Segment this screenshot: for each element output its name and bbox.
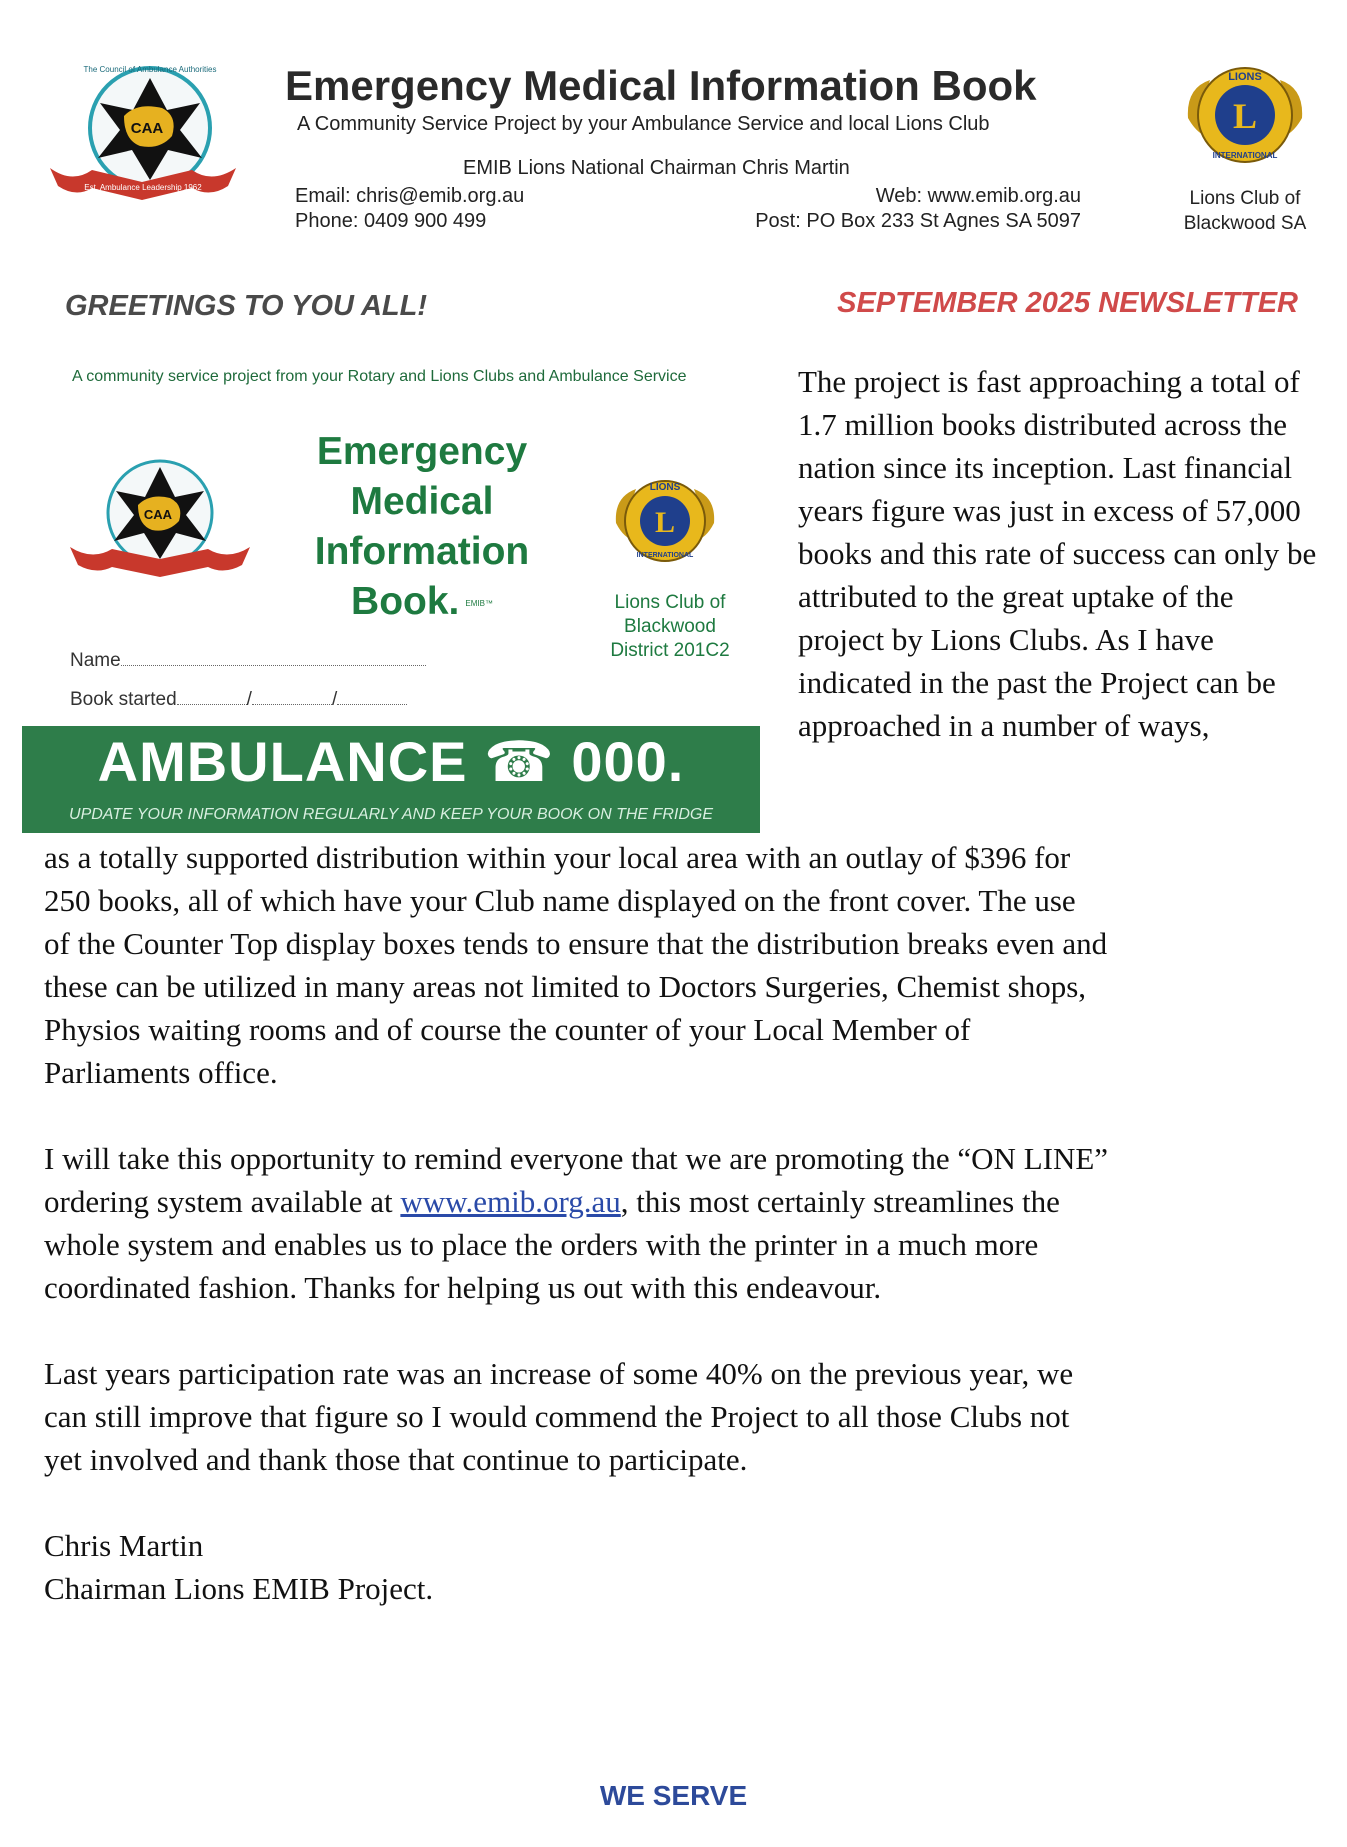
ambulance-banner xyxy=(22,726,760,833)
chairman-line: EMIB Lions National Chairman Chris Martin xyxy=(463,157,850,179)
paragraph-1-side: The project is fast approaching a total of 1.7 million books distributed across the nation since its inception. Last financial years figure was just in excess of 57,000 books and this rate of success can only be attributed to the great uptake of the project by Lions Clubs. As I have indicated in the past the Project can be approached in a number of ways, xyxy=(798,364,1317,743)
cover-club-line: Lions Club of xyxy=(614,592,726,613)
contact-post: Post: PO Box 233 St Agnes SA 5097 xyxy=(755,210,1081,232)
cover-lions-bottom: INTERNATIONAL xyxy=(636,552,694,559)
cover-title-line: Emergency xyxy=(316,430,528,473)
paragraph-line: yet involved and thank those that continue to participate. xyxy=(44,1442,748,1477)
book-cover-image xyxy=(22,363,768,833)
lions-club-caption-line1: Lions Club of xyxy=(1189,188,1301,209)
paragraph-line: these can be utilized in many areas not limited to Doctors Surgeries, Chemist shops, xyxy=(44,969,1087,1004)
paragraph-line: Parliaments office. xyxy=(44,1055,278,1090)
paragraph-line xyxy=(44,1184,1060,1220)
cover-club-line: Blackwood xyxy=(624,616,716,637)
cover-caa-logo xyxy=(60,455,260,585)
greeting-heading: GREETINGS TO YOU ALL! xyxy=(65,290,427,322)
caa-logo-ring-text: The Council of Ambulance Authorities xyxy=(83,65,217,74)
ambulance-footer-text: UPDATE YOUR INFORMATION REGULARLY AND KEEP YOUR BOOK ON THE FRIDGE xyxy=(69,806,713,823)
paragraph-text: , this most certainly streamlines the xyxy=(620,1184,1060,1219)
paragraph-line: Physios waiting rooms and of course the counter of your Local Member of xyxy=(44,1012,971,1047)
emib-website-link[interactable]: www.emib.org.au xyxy=(400,1184,621,1219)
cover-title-line: Information xyxy=(314,530,530,573)
paragraph-line: can still improve that figure so I would commend the Project to all those Clubs not xyxy=(44,1399,1070,1434)
paragraph-line: 250 books, all of which have your Club name displayed on the front cover. The use xyxy=(44,883,1076,918)
cover-name-label: Name xyxy=(70,650,121,671)
cover-title xyxy=(292,427,552,629)
cover-lions-letter: L xyxy=(654,506,676,539)
paragraph-line: Last years participation rate was an increase of some 40% on the previous year, we xyxy=(44,1356,1074,1391)
lions-club-caption-line2: Blackwood SA xyxy=(1183,213,1307,234)
lions-logo xyxy=(1180,58,1310,173)
contact-email: Email: chris@emib.org.au xyxy=(295,185,525,207)
newsletter-label: SEPTEMBER 2025 NEWSLETTER xyxy=(837,287,1298,319)
cover-trademark: EMIB™ xyxy=(465,598,493,608)
cover-club-line: District 201C2 xyxy=(610,640,730,661)
signature-title: Chairman Lions EMIB Project. xyxy=(44,1571,434,1606)
cover-club-caption xyxy=(590,591,750,663)
paragraph-line: as a totally supported distribution within your local area with an outlay of $396 for xyxy=(44,840,1071,875)
lions-logo-top: LIONS xyxy=(1228,71,1262,83)
caa-logo-center: CAA xyxy=(130,120,164,137)
page-subtitle: A Community Service Project by your Ambulance Service and local Lions Club xyxy=(297,113,990,135)
cover-lions-top: LIONS xyxy=(649,482,681,493)
signature-name: Chris Martin xyxy=(44,1528,204,1563)
contact-phone: Phone: 0409 900 499 xyxy=(295,210,487,232)
cover-lions-logo xyxy=(610,471,720,571)
caa-logo-banner: Est. Ambulance Leadership 1962 xyxy=(84,183,202,192)
lions-logo-letter: L xyxy=(1232,96,1258,136)
paragraph-line: of the Counter Top display boxes tends to ensure that the distribution breaks even and xyxy=(44,926,1108,961)
caa-logo xyxy=(32,58,254,208)
paragraph-line: whole system and enables us to place the orders with the printer in a much more xyxy=(44,1227,1039,1262)
cover-title-line: Medical xyxy=(350,480,494,523)
cover-title-line xyxy=(292,577,552,629)
paragraph-line: I will take this opportunity to remind everyone that we are promoting the “ON LINE” xyxy=(44,1141,1109,1176)
footer-motto: WE SERVE xyxy=(599,1780,748,1811)
cover-tagline: A community service project from your Rotary and Lions Clubs and Ambulance Service xyxy=(72,368,687,385)
paragraph-line: coordinated fashion. Thanks for helping us out with this endeavour. xyxy=(44,1270,882,1305)
contact-web: Web: www.emib.org.au xyxy=(875,185,1081,207)
lions-club-caption xyxy=(1160,186,1330,236)
paragraph-text: ordering system available at xyxy=(44,1184,401,1219)
page-title: Emergency Medical Information Book xyxy=(285,62,1037,109)
cover-title-line-text: Book. xyxy=(351,580,460,623)
cover-started-field: Book started / / xyxy=(70,689,407,711)
cover-caa-logo-center: CAA xyxy=(143,507,173,522)
cover-started-label: Book started xyxy=(70,689,177,710)
ambulance-number: AMBULANCE ☎ 000. xyxy=(97,730,685,793)
lions-logo-bottom: INTERNATIONAL xyxy=(1212,151,1278,160)
cover-name-field xyxy=(70,650,426,672)
